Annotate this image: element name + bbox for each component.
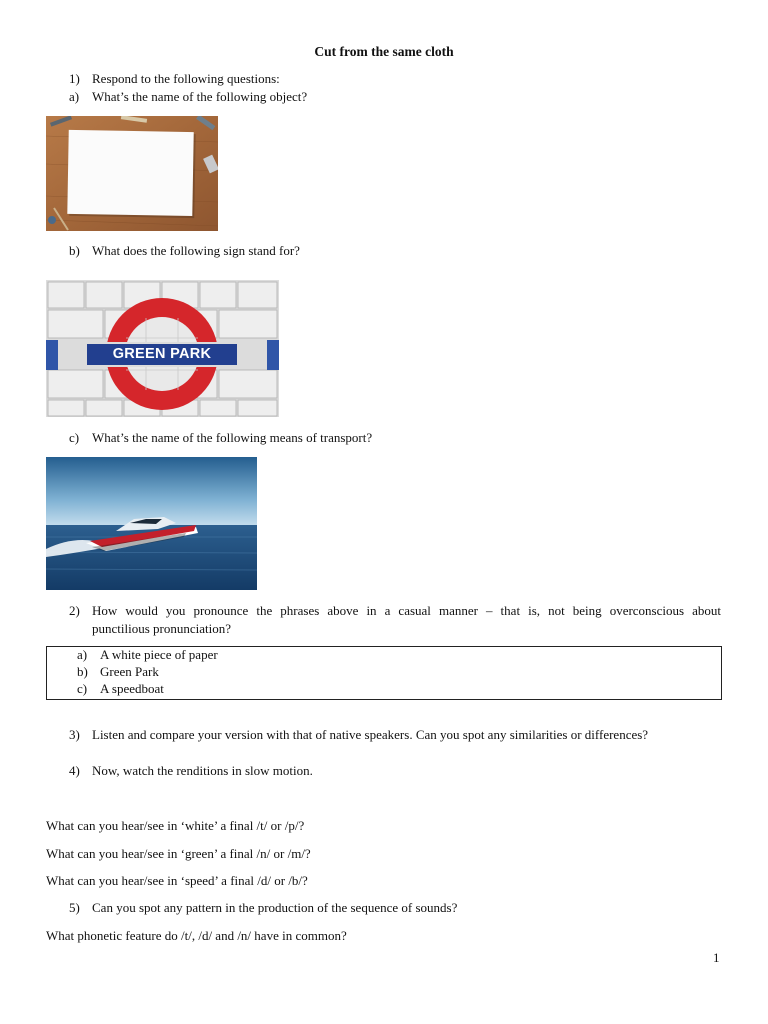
sign-text: GREEN PARK [112,346,212,362]
question-1b [69,243,300,259]
question-3 [69,727,648,743]
question-1 [69,71,280,87]
answer-label: a) [77,647,88,662]
answer-text: A white piece of paper [100,647,218,662]
page-number: 1 [713,950,720,965]
question-5 [69,900,457,916]
answer-text: Green Park [100,664,159,679]
question-3-text: Listen and compare your version with that of native speakers. Can you spot any similarities or differences? [92,727,649,742]
question-1c-text: What’s the name of the following means of transport? [92,430,373,445]
question-5-number: 5) [69,900,80,915]
answer-item [77,681,164,697]
question-4-text: Now, watch the renditions in slow motion. [92,763,313,778]
question-3-number: 3) [69,727,80,742]
prompt-speed: What can you hear/see in ‘speed’ a final /d/ or /b/? [46,873,308,888]
question-1a-label: a) [69,89,80,104]
answer-text: A speedboat [100,681,164,696]
answer-box [46,646,722,700]
question-2-text-line2: punctilious pronunciation? [92,621,232,636]
answer-label: c) [77,681,88,696]
answer-label: b) [77,664,88,679]
question-1-text: Respond to the following questions: [92,71,280,86]
question-2-number: 2) [69,603,80,618]
question-2-text-line1: How would you pronounce the phrases above in a casual manner – that is, not being overconscious about [92,603,721,618]
answer-item [77,647,218,663]
speedboat-image [46,457,257,590]
prompt-white: What can you hear/see in ‘white’ a final /t/ or /p/? [46,818,305,833]
question-4-number: 4) [69,763,80,778]
answer-item [77,664,159,680]
prompt-green: What can you hear/see in ‘green’ a final /n/ or /m/? [46,846,311,861]
document-title: Cut from the same cloth [314,44,454,59]
question-1c-label: c) [69,430,80,445]
question-1c [69,430,372,446]
question-1a-text: What’s the name of the following object? [92,89,308,104]
paper-on-desk-image [46,116,218,231]
question-2 [69,602,721,638]
question-4 [69,763,313,779]
question-5-text: Can you spot any pattern in the production of the sequence of sounds? [92,900,458,915]
question-1b-text: What does the following sign stand for? [92,243,300,258]
question-1b-label: b) [69,243,80,258]
question-1a [69,89,307,105]
question-1-number: 1) [69,71,80,86]
prompt-phonetic-feature: What phonetic feature do /t/, /d/ and /n/ have in common? [46,928,347,943]
